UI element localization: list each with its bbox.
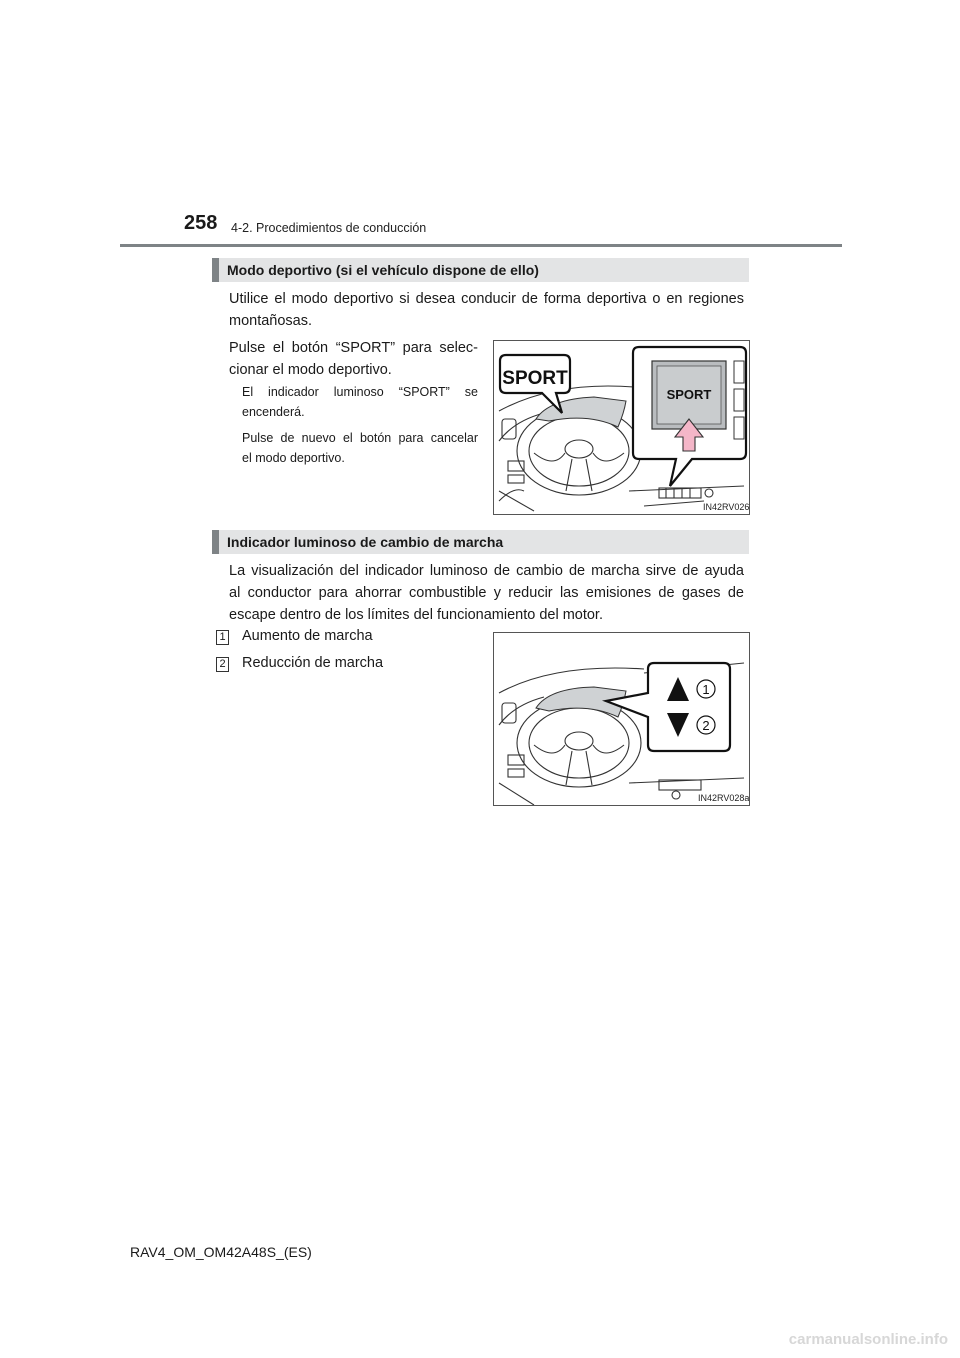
shift-body-line1: La visualización del indicador luminoso de cambio de marcha sirve de ayuda — [229, 563, 744, 579]
sport-note2-line1: Pulse de nuevo el botón para cancelar — [242, 431, 478, 445]
sport-intro-line2: montañosas. — [229, 313, 313, 329]
shift-body — [229, 560, 744, 626]
list-number-2: 2 — [216, 657, 229, 672]
callout-num-2: 2 — [702, 718, 710, 733]
section-title-sport: Modo deportivo (si el vehículo dispone de ello) — [212, 258, 749, 282]
button-sport-label: SPORT — [666, 387, 712, 402]
section-title-shift: Indicador luminoso de cambio de marcha — [212, 530, 749, 554]
running-head: 4-2. Procedimientos de conducción — [231, 221, 427, 235]
callout-sport-label: SPORT — [502, 368, 568, 389]
callout-num-1: 1 — [702, 682, 710, 697]
sport-step — [229, 337, 478, 381]
figure-code-sport: IN42RV026 — [703, 502, 750, 512]
figure-sport-button — [493, 340, 750, 515]
header-rule — [120, 244, 842, 247]
sport-note1-line1: El indicador luminoso “SPORT” se — [242, 385, 478, 399]
figure-code-shift: IN42RV028a — [698, 793, 750, 803]
shift-body-line3: escape dentro de los límites del funcionamiento del motor. — [229, 607, 603, 623]
sport-step-line2: cionar el modo deportivo. — [229, 362, 392, 378]
page-number: 258 — [184, 212, 218, 234]
list-item-upshift: Aumento de marcha — [242, 628, 373, 644]
watermark: carmanualsonline.info — [788, 1331, 948, 1348]
doc-code: RAV4_OM_OM42A48S_(ES) — [130, 1244, 312, 1260]
sport-intro-line1: Utilice el modo deportivo si desea conducir de forma deportiva o en regiones — [229, 291, 744, 307]
shift-body-line2: al conductor para ahorrar combustible y reducir las emisiones de gases de — [229, 585, 744, 601]
dashboard-illustration-sport — [494, 341, 750, 515]
figure-shift-indicator — [493, 632, 750, 806]
sport-step-line1: Pulse el botón “SPORT” para selec- — [229, 340, 478, 356]
sport-note-1 — [242, 382, 478, 422]
sport-note2-line2: el modo deportivo. — [242, 451, 345, 465]
sport-note-2 — [242, 428, 478, 468]
sport-intro — [229, 288, 744, 332]
dashboard-illustration-shift — [494, 633, 750, 806]
list-item-downshift: Reducción de marcha — [242, 655, 384, 671]
list-number-1: 1 — [216, 630, 229, 645]
sport-note1-line2: encenderá. — [242, 405, 305, 419]
